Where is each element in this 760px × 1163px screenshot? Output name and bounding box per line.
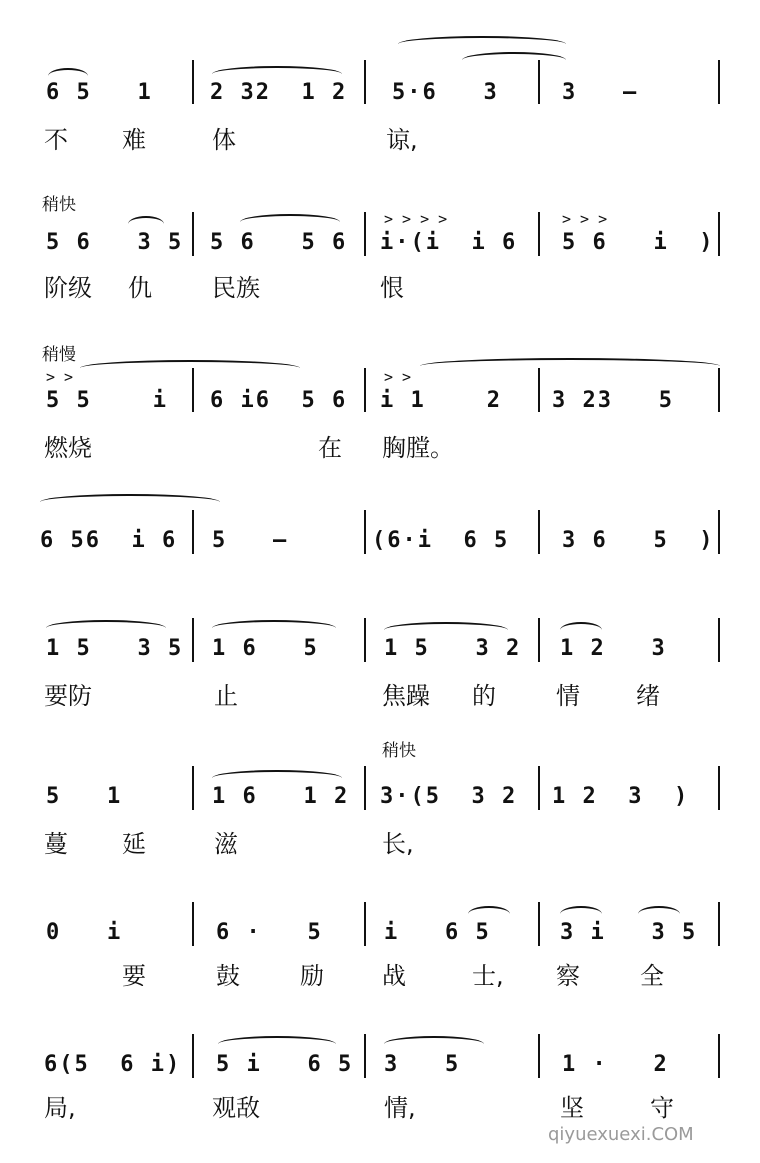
- lyric: 绪: [636, 682, 660, 710]
- lyric: 焦躁: [382, 682, 430, 710]
- barline: [718, 902, 720, 946]
- barline: [364, 510, 366, 554]
- watermark: qiyuexuexi.COM: [548, 1124, 694, 1145]
- lyric: 延: [122, 830, 146, 858]
- lyric: 察: [556, 962, 580, 990]
- measure: 5 6 3 5: [46, 230, 184, 255]
- accent-marks: > > > >: [384, 210, 448, 228]
- barline: [718, 368, 720, 412]
- lyric: 士,: [472, 962, 504, 990]
- measure: 3 23 5: [552, 388, 674, 413]
- measure: 3 i 3 5: [560, 920, 698, 945]
- barline: [192, 618, 194, 662]
- lyric: 情,: [384, 1094, 416, 1122]
- measure: 0 i: [46, 920, 123, 945]
- measure: 5 5 i: [46, 388, 168, 413]
- measure: 1 5 3 5: [46, 636, 184, 661]
- measure: 6 56 i 6: [40, 528, 178, 553]
- lyric: 情: [556, 682, 580, 710]
- barline: [192, 212, 194, 256]
- lyric: 民族: [212, 274, 260, 302]
- measure: 5 6 i ): [562, 230, 715, 255]
- measure: 5 6 5 6: [210, 230, 348, 255]
- measure: 5 1: [46, 784, 123, 809]
- lyric: 要: [122, 962, 146, 990]
- lyric: 的: [472, 682, 496, 710]
- lyric: 战: [382, 962, 406, 990]
- lyric: 滋: [214, 830, 238, 858]
- measure: 3 6 5 ): [562, 528, 715, 553]
- barline: [538, 1034, 540, 1078]
- measure: 1 6 1 2: [212, 784, 350, 809]
- measure: 1 · 2: [562, 1052, 669, 1077]
- barline: [538, 902, 540, 946]
- measure: i 1 2: [380, 388, 502, 413]
- measure: (6·i 6 5: [372, 528, 510, 553]
- barline: [192, 510, 194, 554]
- measure: 1 6 5: [212, 636, 319, 661]
- lyric: 谅,: [386, 126, 418, 154]
- barline: [718, 618, 720, 662]
- barline: [364, 902, 366, 946]
- barline: [718, 60, 720, 104]
- barline: [192, 902, 194, 946]
- measure: 5 –: [212, 528, 289, 553]
- barline: [718, 212, 720, 256]
- measure: 3·(5 3 2: [380, 784, 518, 809]
- tempo-mark-3: 稍快: [382, 741, 416, 761]
- measure: i 6 5: [384, 920, 491, 945]
- barline: [364, 368, 366, 412]
- lyric: 长,: [382, 830, 414, 858]
- slur: [384, 1036, 484, 1052]
- slur: [40, 494, 220, 510]
- measure: 6 i6 5 6: [210, 388, 348, 413]
- lyric: 坚: [560, 1094, 584, 1122]
- barline: [538, 212, 540, 256]
- measure: 3 5: [384, 1052, 461, 1077]
- lyric: 燃烧: [44, 434, 92, 462]
- tempo-mark-2: 稍慢: [42, 345, 76, 365]
- barline: [364, 766, 366, 810]
- lyric: 观敌: [212, 1094, 260, 1122]
- barline: [364, 618, 366, 662]
- slur: [420, 358, 720, 374]
- measure: 6 · 5: [216, 920, 323, 945]
- barline: [192, 60, 194, 104]
- lyric: 在: [318, 434, 342, 462]
- lyric: 恨: [380, 274, 404, 302]
- lyric: 仇: [128, 274, 152, 302]
- slur: [212, 620, 336, 636]
- barline: [718, 1034, 720, 1078]
- lyric: 守: [650, 1094, 674, 1122]
- barline: [364, 60, 366, 104]
- barline: [364, 212, 366, 256]
- barline: [538, 766, 540, 810]
- slur: [46, 620, 166, 636]
- lyric: 蔓: [44, 830, 68, 858]
- lyric: 难: [122, 126, 146, 154]
- slur: [80, 360, 300, 376]
- lyric: 局,: [44, 1094, 76, 1122]
- slur: [398, 36, 566, 52]
- measure: 5·6 3: [392, 80, 499, 105]
- barline: [192, 1034, 194, 1078]
- measure: 1 2 3: [560, 636, 667, 661]
- measure: i·(i i 6: [380, 230, 518, 255]
- lyric: 胸膛。: [382, 434, 454, 462]
- measure: 3 –: [562, 80, 639, 105]
- accent-marks: > > >: [562, 210, 608, 228]
- measure: 6 5 1: [46, 80, 153, 105]
- barline: [538, 510, 540, 554]
- lyric: 鼓: [216, 962, 240, 990]
- barline: [718, 510, 720, 554]
- slur: [218, 1036, 336, 1052]
- measure: 2 32 1 2: [210, 80, 348, 105]
- barline: [538, 60, 540, 104]
- barline: [538, 368, 540, 412]
- barline: [718, 766, 720, 810]
- lyric: 阶级: [44, 274, 92, 302]
- measure: 1 2 3 ): [552, 784, 690, 809]
- measure: 6(5 6 i): [44, 1052, 182, 1077]
- slur: [240, 214, 340, 230]
- lyric: 要防: [44, 682, 92, 710]
- lyric: 全: [640, 962, 664, 990]
- lyric: 止: [214, 682, 238, 710]
- slur: [462, 52, 566, 68]
- barline: [538, 618, 540, 662]
- barline: [192, 766, 194, 810]
- barline: [364, 1034, 366, 1078]
- accent-marks: > >: [384, 368, 412, 386]
- lyric: 励: [300, 962, 324, 990]
- measure: 1 5 3 2: [384, 636, 522, 661]
- lyric: 不: [44, 126, 68, 154]
- measure: 5 i 6 5: [216, 1052, 354, 1077]
- accent-marks: > >: [46, 368, 74, 386]
- barline: [192, 368, 194, 412]
- tempo-mark-1: 稍快: [42, 195, 76, 215]
- lyric: 体: [212, 126, 236, 154]
